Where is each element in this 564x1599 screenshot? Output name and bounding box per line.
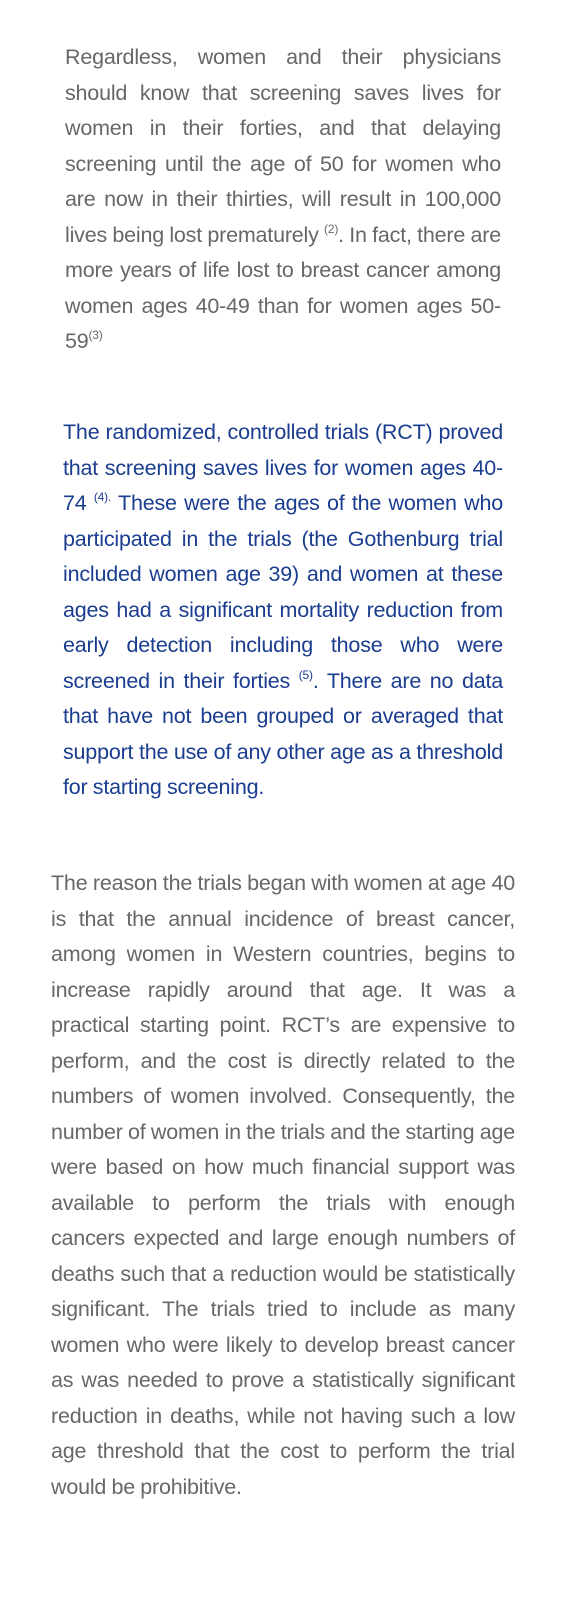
reference-marker: (4). bbox=[93, 490, 112, 504]
paragraph-text: Regardless, women and their physicians should know that screening saves lives for women in their forties, and that delaying screening until the age of 50 for women who are now in their thirties, will result in 100,000 lives being lost prematurely bbox=[65, 45, 501, 247]
paragraph-screening-forties bbox=[65, 40, 501, 360]
reference-marker: (5) bbox=[298, 667, 313, 682]
paragraph-text: These were the ages of the women who participated in the trials (the Gothenburg trial included women age 39) and women at these ages had a significant mortality reduction from early detection including those who were screened in their forties bbox=[63, 491, 503, 693]
paragraph-text: . There are no data that have not been grouped or averaged that support the use of any other age as a threshold for starting screening. bbox=[63, 668, 503, 799]
reference-marker: (2) bbox=[324, 221, 339, 236]
paragraph-trial-age-reason bbox=[51, 866, 515, 1505]
paragraph-text: . In fact, there are more years of life lost to breast cancer among women ages 40-49 than for women ages 50-59 bbox=[65, 222, 501, 353]
reference-marker: (3) bbox=[88, 328, 103, 342]
paragraph-text: The randomized, controlled trials (RCT) proved that screening saves lives for women ages 40-74 bbox=[63, 420, 503, 515]
paragraph-rct-highlight bbox=[63, 415, 503, 806]
paragraph-text: The reason the trials began with women at age 40 is that the annual incidence of breast cancer, among women in Western countries, begins to increase rapidly around that age. It was a practical starting point. RCT’s are expensive to perform, and the cost is directly related to the numbers of women involved. Consequently, the number of women in the trials and the starting age were based on how much financial support was available to perform the trials with enough cancers expected and large enough numbers of deaths such that a reduction would be statistically significant. The trials tried to include as many women who were likely to develop breast cancer as was needed to prove a statistically significant reduction in deaths, while not having such a low age threshold that the cost to perform the trial would be prohibitive. bbox=[51, 871, 515, 1499]
